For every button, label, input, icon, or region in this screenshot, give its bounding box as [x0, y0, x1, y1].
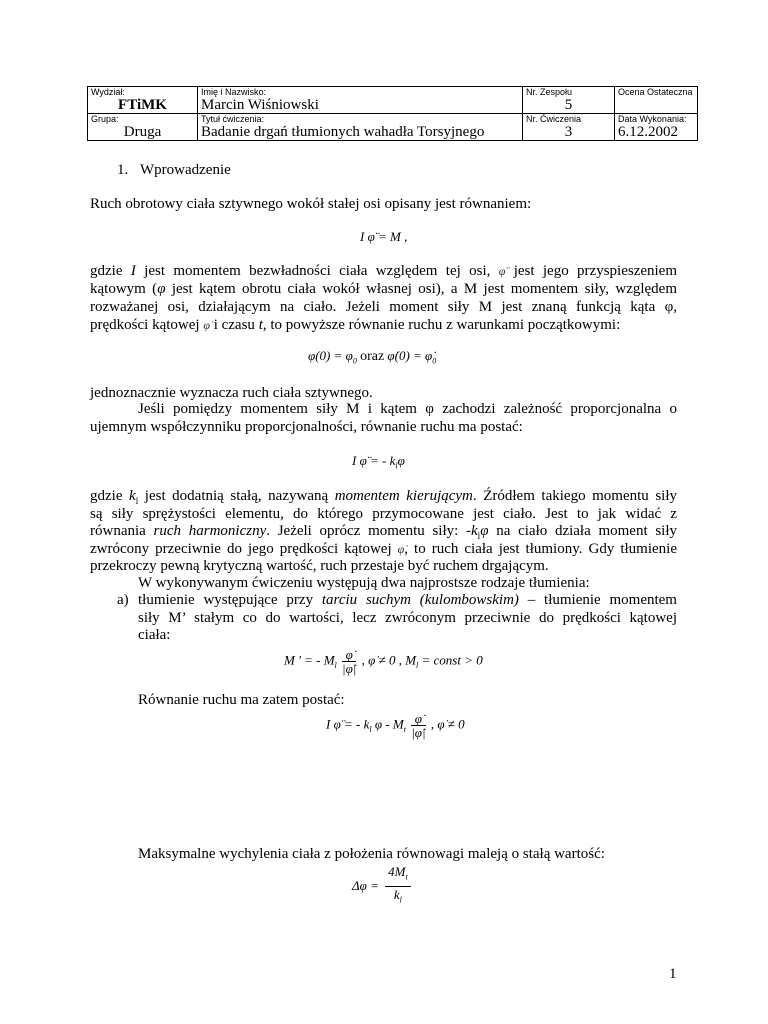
- p5-text: na ciało działa moment siły: [496, 523, 678, 539]
- team-label: Nr. Zespołu: [526, 87, 573, 97]
- list-marker-a: a): [117, 592, 129, 608]
- eq5-mid: φ - M: [374, 716, 404, 732]
- exercise-value: 3: [564, 124, 573, 140]
- eq6-fraction: $\frac{4M_t}{k_l}$: [385, 864, 411, 908]
- faculty-value: FTiMK: [118, 97, 167, 113]
- p2-text: prędkości kątowej: [90, 317, 200, 333]
- p2-symbol-phi: φ: [157, 281, 166, 297]
- exercise-label: Nr. Ćwiczenia: [526, 114, 582, 124]
- date-cell: [615, 114, 698, 141]
- p5-symbol-k: k: [129, 488, 136, 504]
- a-term-friction: tarciu suchym (kulombowskim): [321, 592, 519, 608]
- team-cell: [523, 87, 615, 114]
- eq6-denominator: k: [393, 886, 400, 902]
- p5-term-harmonic: ruch harmoniczny: [153, 523, 267, 539]
- grade-label: Ocena Ostateczna: [618, 87, 693, 97]
- p5-term-moment: momentem kierującym: [334, 488, 473, 504]
- p2-text: , to powyższe równanie ruchu z warunkami początkowymi:: [262, 317, 621, 333]
- paragraph-4-line-1: Jeśli pomiędzy momentem siły M i kątem φ zachodzi zależność proporcjonalna o: [138, 401, 677, 417]
- p5-text: zwrócony przeciwnie do jego prędkości kątowej: [90, 541, 392, 557]
- eq4-const: = const > 0: [421, 652, 483, 668]
- faculty-cell: [88, 87, 198, 114]
- paragraph-2-line-4: [90, 316, 677, 334]
- paragraph-2-line-3: rozważanej osi, działającym na ciało. Jeżeli moment siły M jest znaną funkcją kąta φ,: [90, 299, 677, 315]
- equation-5: I φ̈ = - $k_l$ φ - $M_t$ $\frac{\varphi̇}{|\varphi̇|}$ , φ̇ ≠ 0: [326, 711, 465, 740]
- equation-3: I φ̈ = - $k_l\varphi$: [352, 453, 405, 471]
- paragraph-1: Ruch obrotowy ciała sztywnego wokół stałej osi opisany jest równaniem:: [90, 196, 532, 212]
- section-number: 1.: [117, 162, 129, 178]
- group-value: Druga: [123, 124, 162, 140]
- name-cell: [198, 87, 523, 114]
- page-number: 1: [669, 966, 677, 982]
- section-heading: [117, 161, 231, 179]
- eq2-lhs: φ(0) = φ: [308, 348, 353, 363]
- eq4-lhs: M ' = - M: [284, 652, 335, 668]
- eq6-numerator: 4M: [388, 864, 406, 879]
- eq5-tail: , φ̇ ≠ 0: [430, 716, 465, 732]
- date-value: 6.12.2002: [618, 124, 678, 140]
- a-text: tłumienie występujące przy: [138, 592, 314, 608]
- p5-text: . Źródłem takiego momentu siły: [472, 488, 678, 504]
- eq4-fraction: $\frac{\varphi̇}{|\varphi̇|}$: [342, 647, 357, 676]
- section-title: Wprowadzenie: [140, 162, 231, 178]
- paragraph-3: jednoznacznie wyznacza ruch ciała sztywnego.: [90, 385, 373, 401]
- phi-double-dot-symbol: φ̈: [498, 264, 506, 278]
- eq5-fraction: $\frac{\varphi̇}{|\varphi̇|}$: [411, 711, 426, 740]
- header-table: [87, 86, 698, 141]
- eq2-rhs: φ̇(0) = φ̇: [387, 348, 433, 363]
- eq4-tail: , φ̇ ≠ 0 , M: [361, 652, 417, 668]
- p5-text: , to ruch ciała jest tłumiony. Gdy tłumienie: [404, 541, 678, 557]
- list-item-a-line-1: [138, 591, 677, 609]
- p5-sub-l: l: [135, 496, 139, 506]
- exercise-cell: [523, 114, 615, 141]
- paragraph-8: Maksymalne wychylenia ciała z położenia równowagi maleją o stałą wartość:: [138, 846, 605, 862]
- group-cell: [88, 114, 198, 141]
- p5-text: . Jeżeli oprócz momentu siły: -: [266, 523, 471, 539]
- eq6-lhs: Δφ =: [352, 878, 379, 894]
- faculty-label: Wydział:: [91, 87, 125, 97]
- list-item-a-line-3: ciała:: [138, 627, 171, 643]
- phi-dot-symbol: φ̇: [397, 542, 405, 556]
- paragraph-5-line-2: są siły sprężystości elementu, do którego przymocowane jest ciało. Jest to jak widać z: [90, 506, 677, 522]
- p2-text: jest kątem obrotu ciała wokół własnej osi), a M jest momentem siły, względem: [171, 281, 678, 297]
- group-label: Grupa:: [91, 114, 119, 124]
- name-value: Marcin Wiśniowski: [201, 97, 319, 113]
- grade-cell: [615, 87, 698, 114]
- p2-text: jest momentem bezwładności ciała względem tej osi,: [144, 263, 491, 279]
- phi-dot-symbol: φ̇: [203, 318, 210, 332]
- title-value: Badanie drgań tłumionych wahadła Torsyjnego: [201, 124, 485, 140]
- paragraph-2-line-1: [90, 262, 677, 280]
- equation-4: M ' = - $M_l$ $\frac{\varphi̇}{|\varphi̇|}$ , φ̇ ≠ 0 , $M_l$ = const > 0: [284, 647, 483, 676]
- p2-text: i czasu: [213, 317, 255, 333]
- paragraph-5-line-4: [90, 540, 677, 558]
- p5-symbol-phi: φ: [480, 523, 489, 539]
- p5-text: jest dodatnią stałą, nazywaną: [144, 488, 329, 504]
- p5-text: gdzie: [90, 488, 123, 504]
- paragraph-2-line-2: [90, 280, 677, 298]
- p2-text: kątowym (: [90, 281, 158, 297]
- eq5-lhs: I φ̈ = - k: [326, 716, 370, 732]
- eq2-oraz: oraz: [360, 349, 385, 364]
- paragraph-5-line-5: przekroczy pewną krytyczną wartość, ruch przestaje być ruchem drgającym.: [90, 558, 549, 574]
- p2-text: jest jego przyspieszeniem: [513, 263, 678, 279]
- paragraph-6: W wykonywanym ćwiczeniu występują dwa najprostsze rodzaje tłumienia:: [138, 575, 590, 591]
- eq3-text: I φ̈ = - k: [352, 453, 396, 468]
- p5-sub-l: l: [477, 531, 481, 541]
- paragraph-7: Równanie ruchu ma zatem postać:: [138, 692, 345, 708]
- team-value: 5: [564, 97, 573, 113]
- paragraph-4-line-2: ujemnym współczynniku proporcjonalności, równanie ruchu ma postać:: [90, 419, 523, 435]
- a-text: – tłumienie momentem: [527, 592, 677, 608]
- equation-1: I φ̈ = M ,: [360, 229, 408, 244]
- title-cell: [198, 114, 523, 141]
- p2-symbol-I: I: [130, 263, 136, 279]
- equation-6: [352, 864, 411, 908]
- p5-symbol-k: k: [471, 523, 478, 539]
- p2-symbol-t: t: [258, 317, 263, 333]
- list-item-a-line-2: siły M’ stałym co do wartości, lecz zwróconym przeciwnie do prędkości kątowej: [138, 610, 677, 626]
- date-label: Data Wykonania:: [618, 114, 687, 124]
- p5-text: równania: [90, 523, 146, 539]
- p2-text: gdzie: [90, 263, 123, 279]
- title-label: Tytuł ćwiczenia:: [201, 114, 265, 124]
- equation-2: $\varphi(0) = \varphi_0$ oraz φ̇(0) = $\varphi̇_0$: [308, 348, 437, 366]
- name-label: Imię i Nazwisko:: [201, 87, 267, 97]
